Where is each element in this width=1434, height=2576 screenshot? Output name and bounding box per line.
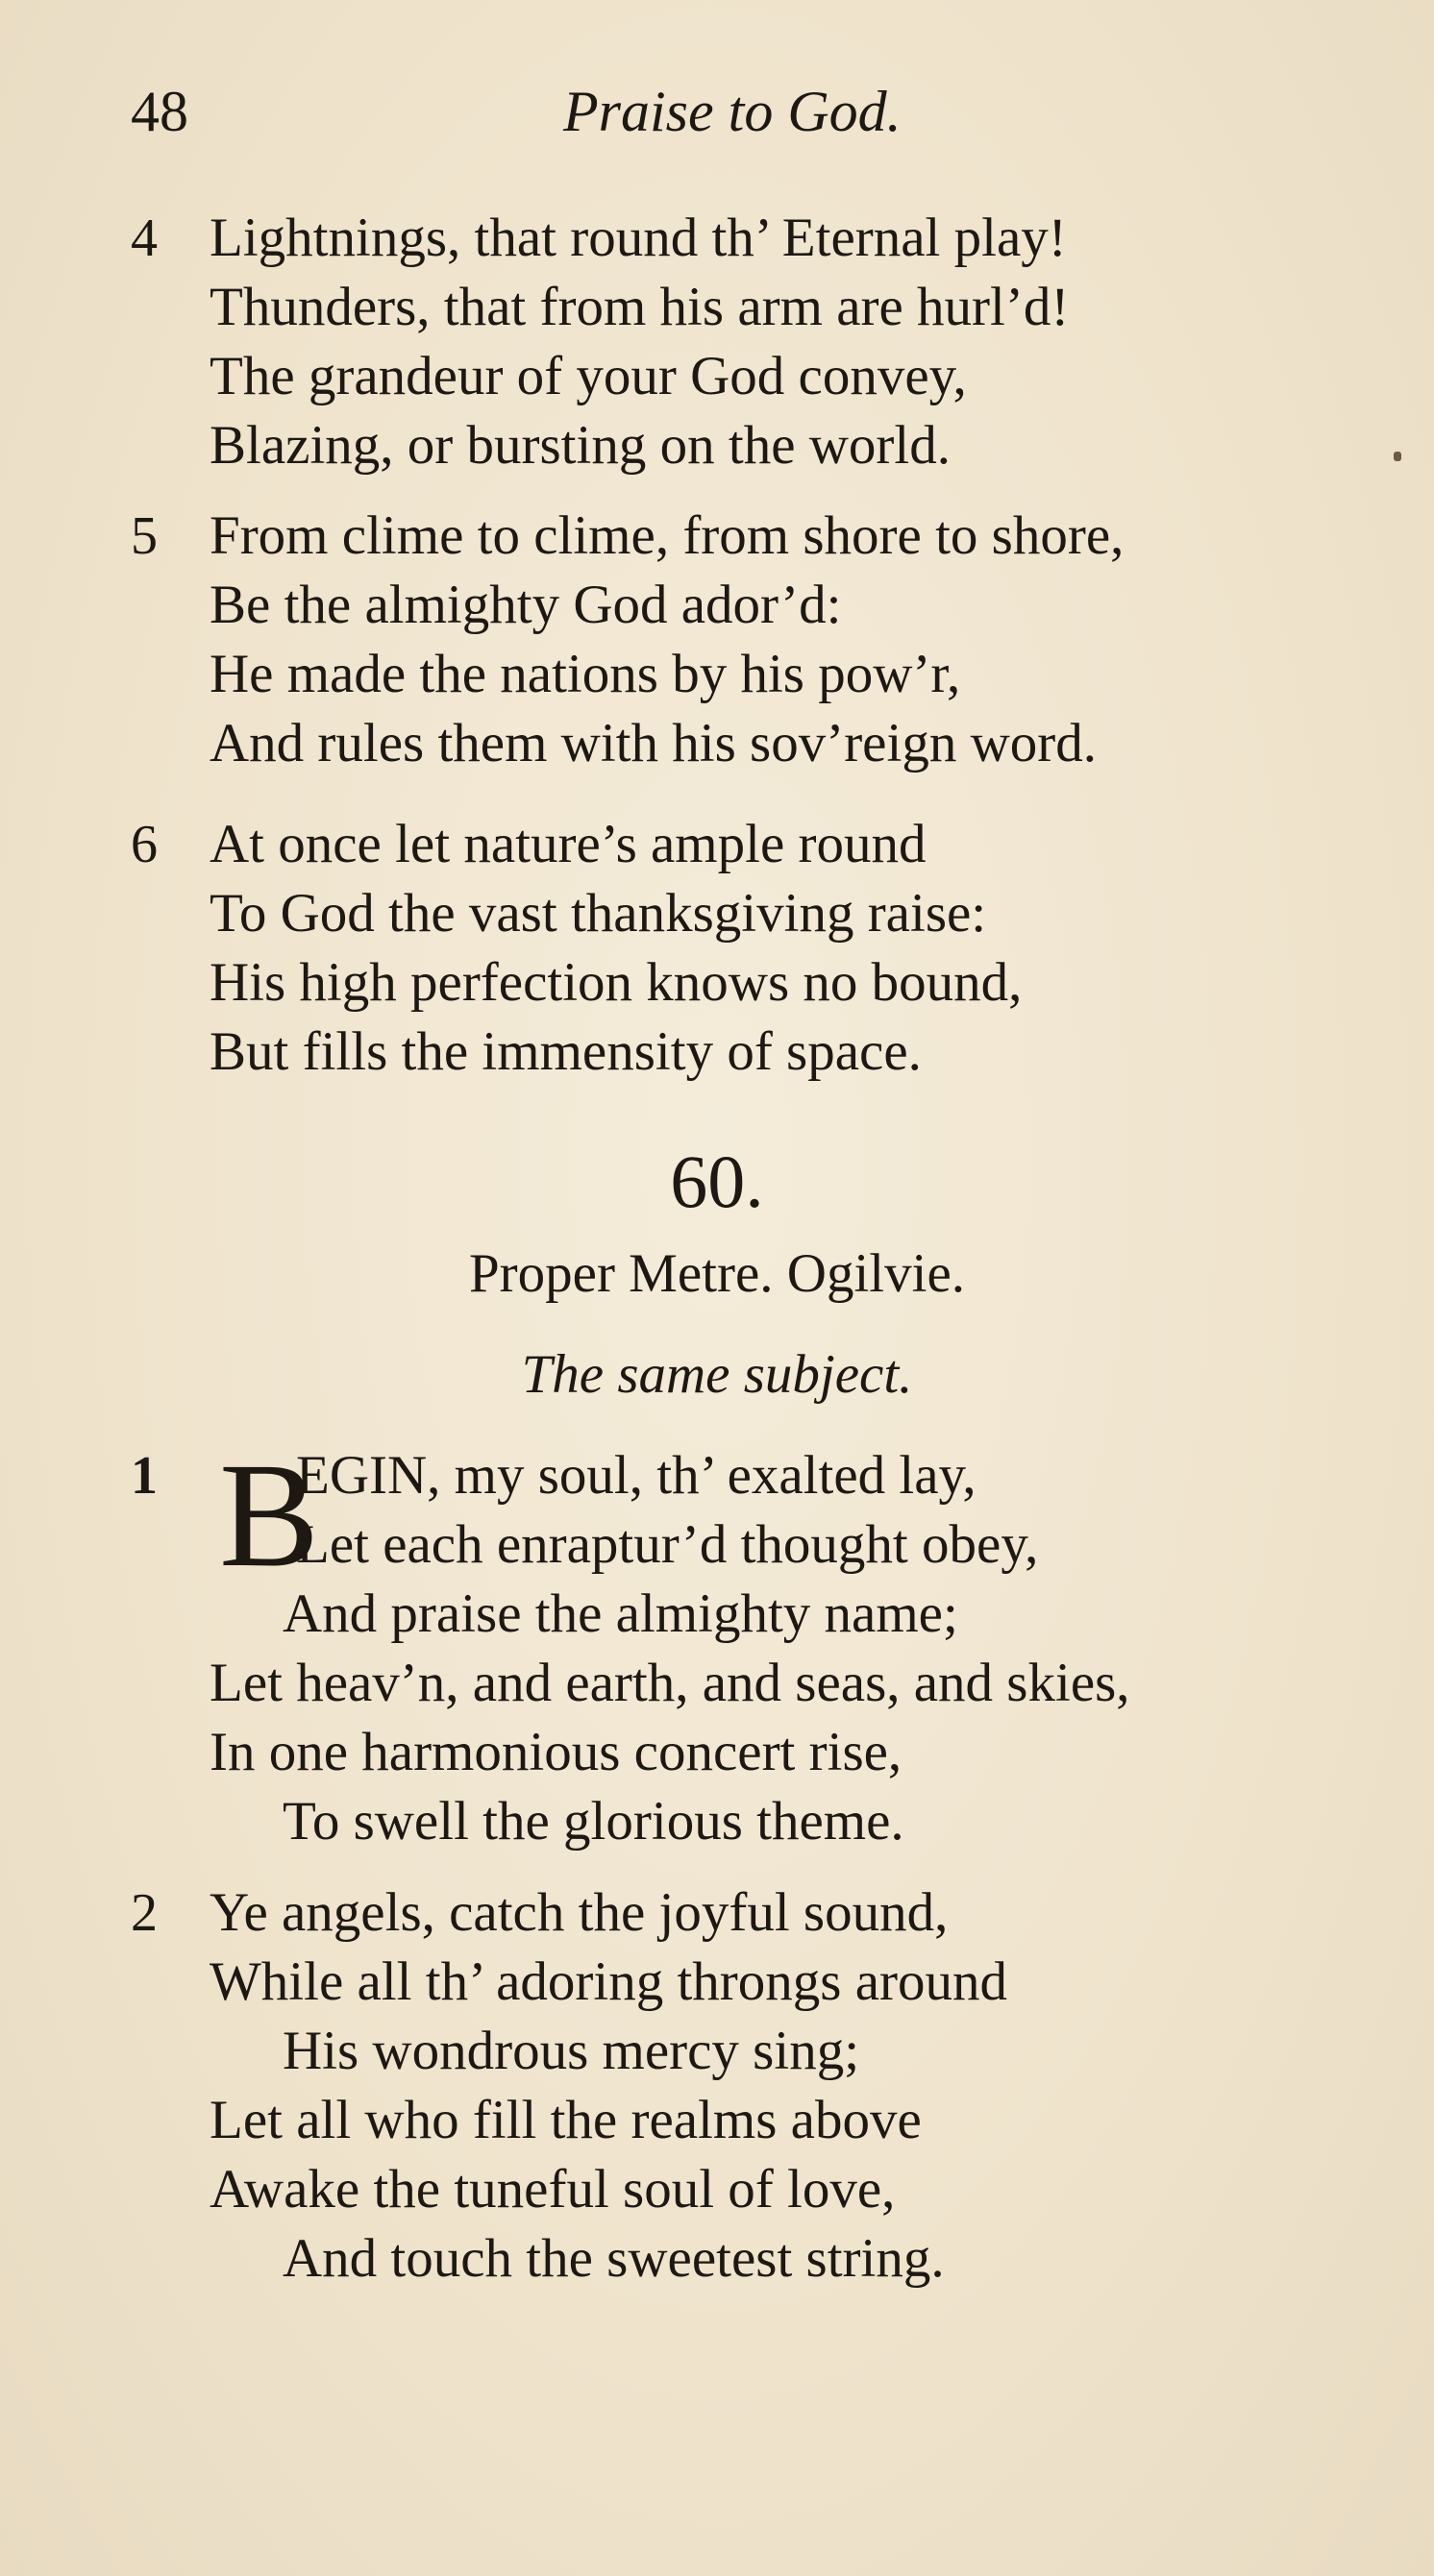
- verse-line: Lightnings, that round th’ Eternal play!: [210, 208, 1067, 268]
- verse-line: Blazing, or bursting on the world.: [210, 415, 951, 476]
- drop-cap: B: [219, 1432, 320, 1598]
- verse-line: Be the almighty God ador’d:: [210, 575, 842, 635]
- verse-line: At once let nature’s ample round: [210, 814, 927, 874]
- verse-line: He made the nations by his pow’r,: [210, 644, 961, 704]
- page-number: 48: [131, 80, 188, 143]
- verse-line: The grandeur of your God convey,: [210, 346, 967, 406]
- running-title: Praise to God.: [563, 80, 902, 143]
- ink-fleck: [1394, 452, 1401, 461]
- stanza-number: 6: [131, 815, 158, 874]
- verse-line: His wondrous mercy sing;: [283, 2021, 860, 2081]
- verse-line: But fills the immensity of space.: [210, 1021, 922, 1082]
- verse-line: Let all who fill the realms above: [210, 2090, 922, 2150]
- verse-line: Thunders, that from his arm are hurl’d!: [210, 277, 1070, 337]
- stanza-number: 5: [131, 506, 158, 566]
- verse-line: Let heav’n, and earth, and seas, and skies,: [210, 1653, 1130, 1713]
- verse-line: To swell the glorious theme.: [283, 1791, 904, 1852]
- verse-line: In one harmonious concert rise,: [210, 1722, 902, 1782]
- hymn-metre: Proper Metre. Ogilvie.: [468, 1243, 966, 1304]
- hymn-number: 60.: [670, 1140, 764, 1223]
- stanza-number: 4: [131, 209, 158, 268]
- hymn-subject: The same subject.: [521, 1344, 913, 1405]
- verse-line: And rules them with his sov’reign word.: [210, 713, 1097, 773]
- verse-line: EGIN, my soul, th’ exalted lay,: [296, 1445, 977, 1506]
- verse-line: Let each enraptur’d thought obey,: [296, 1514, 1039, 1575]
- verse-line: Ye angels, catch the joyful sound,: [210, 1882, 949, 1943]
- verse-line: His high perfection knows no bound,: [210, 952, 1023, 1013]
- verse-line: To God the vast thanksgiving raise:: [210, 883, 987, 944]
- running-head: [131, 79, 1380, 156]
- stanza-number: 2: [131, 1883, 158, 1943]
- verse-line: While all th’ adoring throngs around: [210, 1951, 1007, 2012]
- verse-line: And touch the sweetest string.: [283, 2228, 945, 2289]
- verse-line: Awake the tuneful soul of love,: [210, 2159, 896, 2220]
- verse-line: And praise the almighty name;: [283, 1583, 958, 1644]
- verse-line: From clime to clime, from shore to shore,: [210, 505, 1125, 566]
- stanza-number: 1: [131, 1446, 158, 1506]
